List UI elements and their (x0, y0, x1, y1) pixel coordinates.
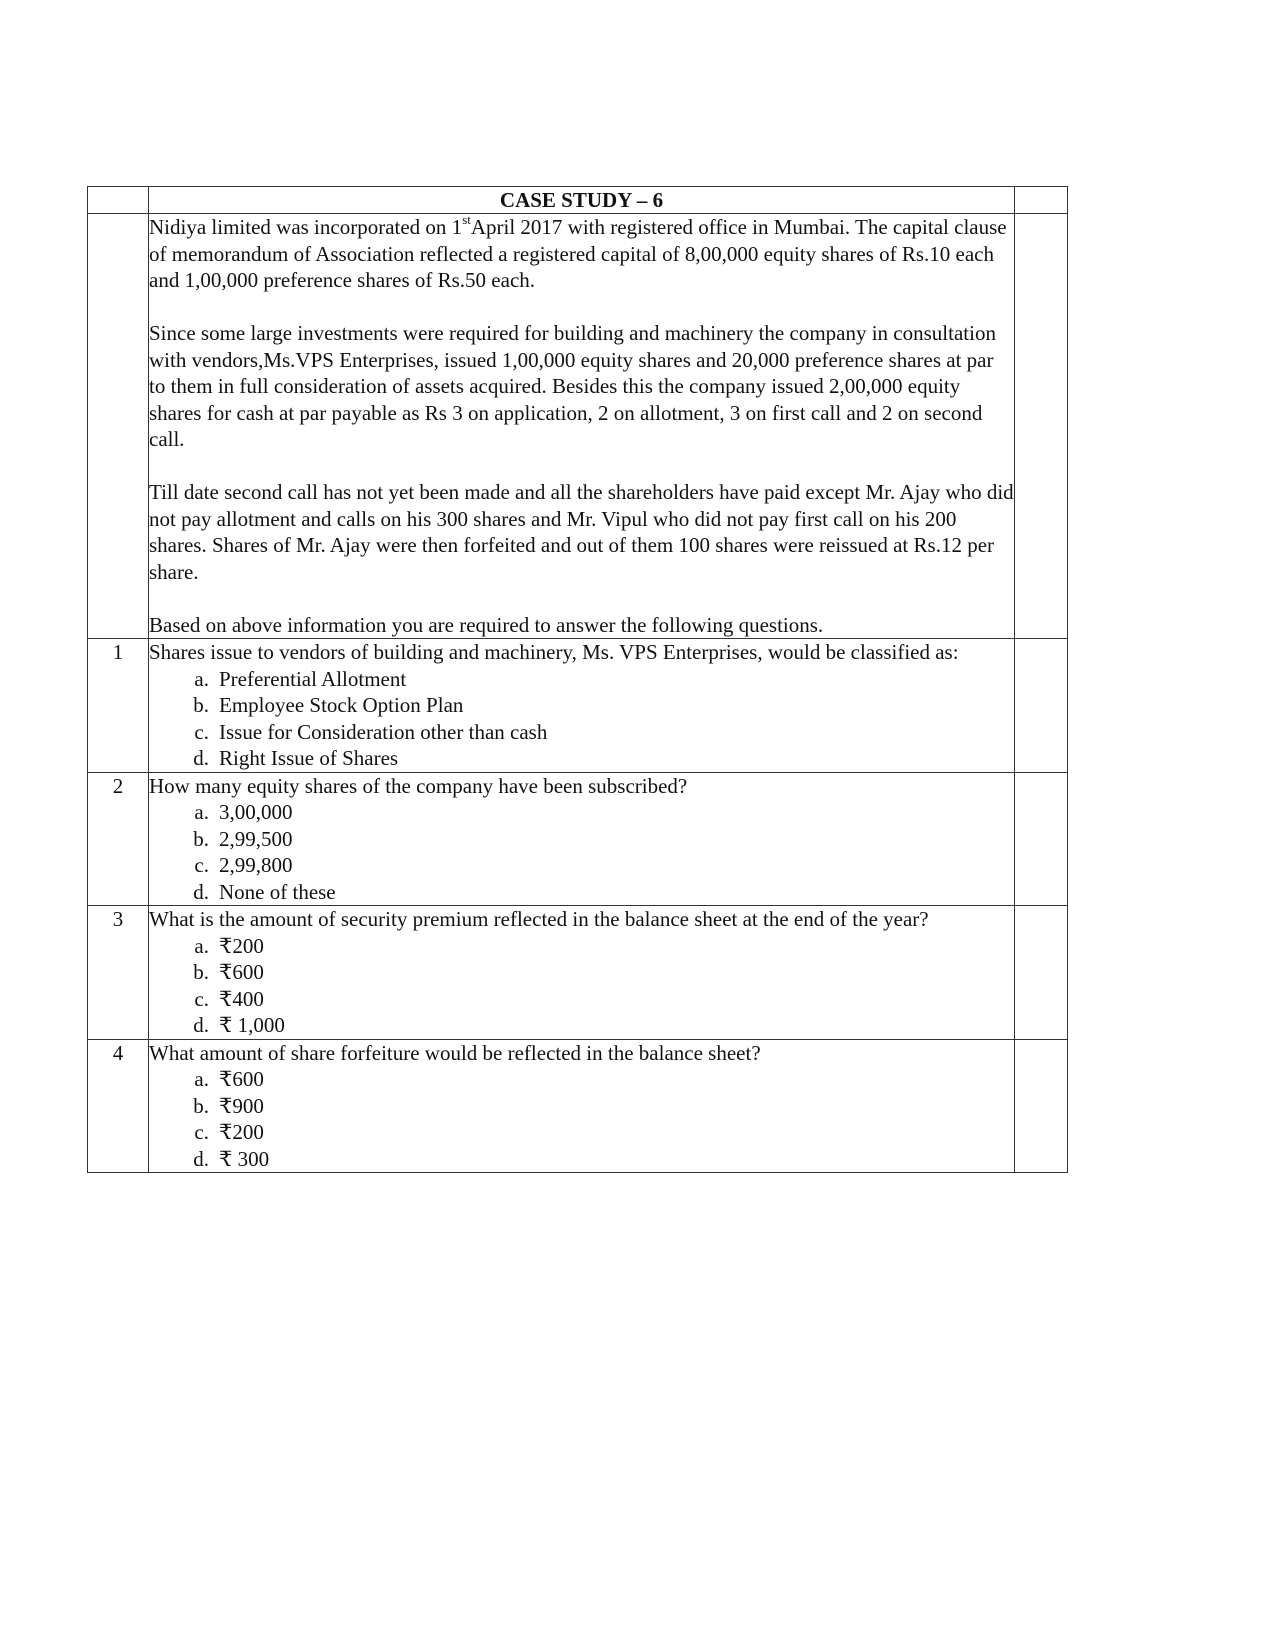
option-item (184, 745, 1014, 772)
question-text: What amount of share forfeiture would be reflected in the balance sheet? (149, 1040, 761, 1065)
option-letter: a. (194, 666, 209, 691)
case-study-table (87, 186, 1068, 1173)
marks-cell (1015, 772, 1068, 906)
option-text: ₹400 (219, 986, 264, 1011)
option-item (184, 1119, 1014, 1146)
options-list (149, 933, 1014, 1039)
marks-cell (1015, 187, 1068, 214)
option-text: ₹ 300 (219, 1146, 270, 1171)
question-row (88, 639, 1068, 773)
intro-paragraph-4: Based on above information you are required to answer the following questions. (149, 612, 824, 637)
option-item (184, 666, 1014, 693)
option-item (184, 1146, 1014, 1173)
option-letter: d. (193, 1013, 209, 1037)
question-number: 1 (88, 639, 149, 773)
option-letter: b. (193, 960, 209, 984)
question-number: 4 (88, 1039, 149, 1173)
option-item (184, 879, 1014, 906)
option-item (184, 799, 1014, 826)
option-item (184, 986, 1014, 1013)
option-text: Preferential Allotment (219, 666, 407, 691)
option-text: 3,00,000 (219, 800, 293, 824)
option-text: ₹900 (219, 1093, 264, 1118)
intro-paragraph-2: Since some large investments were required for building and machinery the company in consultation with vendors,Ms.VPS Enterprises, issued 1,00,000 equity shares and 20,000 preference shares at par to them in full consideration of assets acquired. Besides this the company issued 2,00,000 equity shares for cash at par payable as Rs 3 on application, 2 on allotment, 3 on first call and 2 on second call. (149, 321, 996, 451)
option-text: 2,99,500 (219, 826, 293, 851)
option-item (184, 1012, 1014, 1039)
intro-p1-end: April 2017 with registered office in Mumbai. The capital clause of memorandum of Association reflected a registered capital of 8,00,000 equity shares of Rs.10 each and 1,00,000 preference shares of Rs.50 each. (149, 215, 1007, 292)
question-number: 3 (88, 906, 149, 1040)
option-text: Employee Stock Option Plan (219, 693, 464, 717)
option-letter: d. (193, 879, 209, 904)
marks-cell (1015, 214, 1068, 639)
options-list (149, 1066, 1014, 1172)
question-number: 2 (88, 772, 149, 906)
option-item (184, 959, 1014, 986)
num-cell (88, 187, 149, 214)
option-item (184, 826, 1014, 853)
option-text: Issue for Consideration other than cash (219, 719, 548, 744)
option-letter: b. (193, 826, 209, 851)
option-letter: a. (194, 1067, 209, 1091)
option-letter: a. (194, 800, 209, 824)
option-letter: a. (194, 933, 209, 958)
option-text: 2,99,800 (219, 853, 293, 877)
option-item (184, 933, 1014, 960)
option-letter: b. (193, 693, 209, 717)
question-body (149, 772, 1015, 906)
option-text: ₹600 (219, 1067, 264, 1091)
option-letter: c. (194, 853, 209, 877)
intro-row (88, 214, 1068, 639)
option-item (184, 719, 1014, 746)
option-text: None of these (219, 879, 336, 904)
option-item (184, 1093, 1014, 1120)
marks-cell (1015, 906, 1068, 1040)
options-list (149, 666, 1014, 772)
option-item (184, 1066, 1014, 1093)
title-row (88, 187, 1068, 214)
intro-paragraph-1 (149, 214, 1014, 294)
option-text: ₹600 (219, 960, 264, 984)
question-text: Shares issue to vendors of building and machinery, Ms. VPS Enterprises, would be classified as: (149, 640, 959, 664)
option-letter: c. (194, 719, 209, 744)
intro-p1-start: Nidiya limited was incorporated on 1 (149, 215, 463, 239)
marks-cell (1015, 1039, 1068, 1173)
option-letter: c. (194, 986, 209, 1011)
option-text: ₹ 1,000 (219, 1013, 285, 1037)
question-text: How many equity shares of the company have been subscribed? (149, 773, 688, 798)
question-row (88, 772, 1068, 906)
option-letter: d. (193, 1146, 209, 1171)
question-text: What is the amount of security premium reflected in the balance sheet at the end of the year? (149, 907, 929, 931)
intro-paragraph-3: Till date second call has not yet been made and all the shareholders have paid except Mr. Ajay who did not pay allotment and calls on his 300 shares and Mr. Vipul who did not pay first call on his 200 shares. Shares of Mr. Ajay were then forfeited and out of them 100 shares were reissued at Rs.12 per share. (149, 480, 1014, 584)
option-text: Right Issue of Shares (219, 746, 399, 770)
question-body (149, 639, 1015, 773)
question-body (149, 906, 1015, 1040)
question-body (149, 1039, 1015, 1173)
option-letter: b. (193, 1093, 209, 1118)
num-cell (88, 214, 149, 639)
case-study-title: CASE STUDY – 6 (149, 187, 1015, 214)
question-row (88, 906, 1068, 1040)
intro-text (149, 214, 1015, 639)
option-letter: d. (193, 746, 209, 770)
question-row (88, 1039, 1068, 1173)
option-text: ₹200 (219, 1120, 264, 1144)
marks-cell (1015, 639, 1068, 773)
option-item (184, 852, 1014, 879)
option-letter: c. (194, 1120, 209, 1144)
options-list (149, 799, 1014, 905)
option-text: ₹200 (219, 933, 264, 958)
ordinal-suffix: st (462, 212, 471, 227)
option-item (184, 692, 1014, 719)
